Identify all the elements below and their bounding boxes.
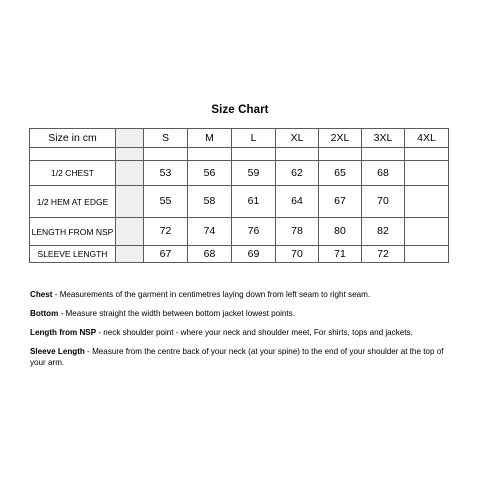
row-label: SLEEVE LENGTH [30,246,116,263]
value-cell: 59 [232,161,276,186]
value-cell: 78 [276,218,319,246]
blank-cell [144,148,188,161]
value-cell: 82 [362,218,405,246]
size-header: M [188,129,232,148]
corner-label: Size in cm [30,129,116,148]
note-chest [30,289,450,300]
value-cell: 71 [319,246,362,263]
value-cell: 65 [319,161,362,186]
blank-row [30,148,449,161]
size-header: XL [276,129,319,148]
value-cell: 72 [144,218,188,246]
value-cell: 72 [362,246,405,263]
table-row [30,161,449,186]
spacer-cell [116,148,144,161]
note-term: Sleeve Length [30,347,85,356]
blank-cell [362,148,405,161]
row-label: LENGTH FROM NSP [30,218,116,246]
table-row [30,218,449,246]
measurement-notes [30,289,450,376]
value-cell: 70 [362,186,405,218]
size-chart-table [29,128,449,263]
value-cell: 80 [319,218,362,246]
size-header: 2XL [319,129,362,148]
note-text: - neck shoulder point - where your neck and shoulder meet, For shirts, tops and jackets. [96,328,413,337]
value-cell [405,186,449,218]
row-label: 1/2 CHEST [30,161,116,186]
value-cell: 68 [188,246,232,263]
spacer-cell [116,218,144,246]
blank-cell [30,148,116,161]
value-cell: 62 [276,161,319,186]
value-cell: 53 [144,161,188,186]
spacer-cell [116,186,144,218]
note-text: - Measurements of the garment in centimetres laying down from left seam to right seam. [52,290,371,299]
value-cell: 64 [276,186,319,218]
spacer-cell [116,129,144,148]
value-cell: 67 [144,246,188,263]
blank-cell [188,148,232,161]
value-cell: 74 [188,218,232,246]
note-text: - Measure straight the width between bottom jacket lowest points. [58,309,295,318]
value-cell: 69 [232,246,276,263]
blank-cell [319,148,362,161]
value-cell [405,246,449,263]
value-cell: 55 [144,186,188,218]
table-row [30,246,449,263]
spacer-cell [116,161,144,186]
blank-cell [232,148,276,161]
blank-cell [276,148,319,161]
note-bottom [30,308,450,319]
header-row [30,129,449,148]
note-text: - Measure from the centre back of your neck (at your spine) to the end of your shoulder at the top of your arm. [30,347,444,367]
value-cell [405,218,449,246]
page-title: Size Chart [211,104,269,116]
value-cell: 76 [232,218,276,246]
value-cell: 67 [319,186,362,218]
size-header: 4XL [405,129,449,148]
blank-cell [405,148,449,161]
value-cell [405,161,449,186]
value-cell: 70 [276,246,319,263]
value-cell: 68 [362,161,405,186]
note-length [30,327,450,338]
note-term: Chest [30,290,53,299]
note-term: Bottom [30,309,59,318]
spacer-cell [116,246,144,263]
note-term: Length from NSP [30,328,97,337]
size-header: S [144,129,188,148]
note-sleeve [30,346,450,368]
table-row [30,186,449,218]
value-cell: 56 [188,161,232,186]
size-header: 3XL [362,129,405,148]
value-cell: 58 [188,186,232,218]
row-label: 1/2 HEM AT EDGE [30,186,116,218]
value-cell: 61 [232,186,276,218]
size-header: L [232,129,276,148]
